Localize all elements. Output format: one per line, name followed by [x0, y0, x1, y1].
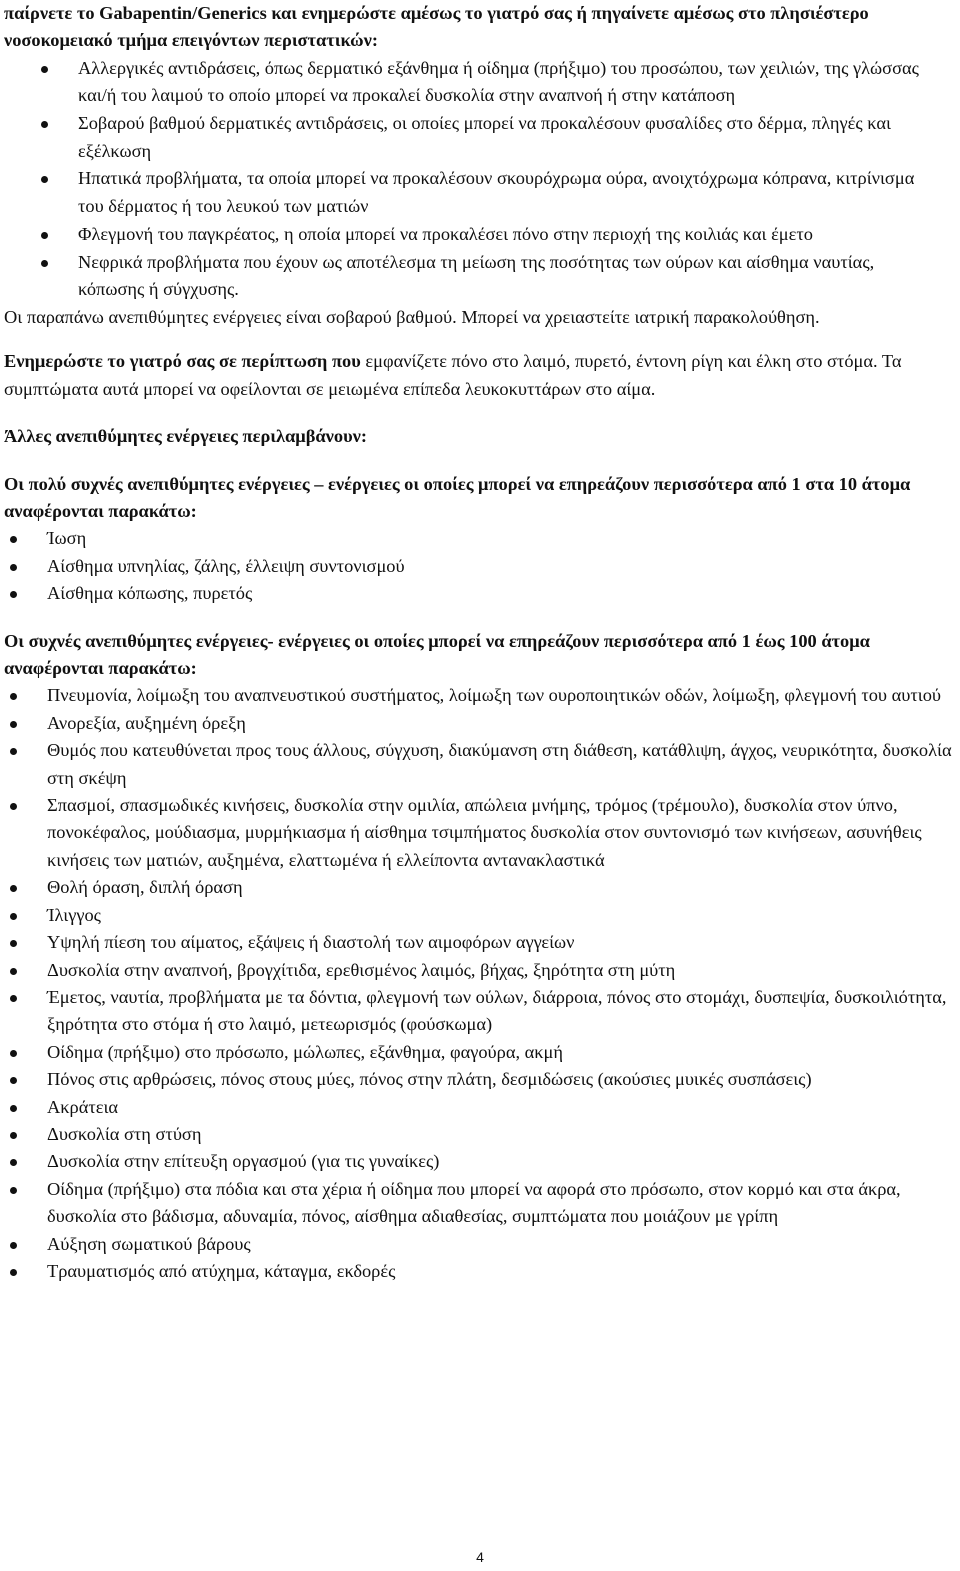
inform-doctor-text: εμφανίζετε πόνο στο λαιμό, πυρετό, έντονη ρίγη και έλκη στο στόμα. Τα συμπτώματα αυτά μπορεί να οφείλονται σε μειωμένα επίπεδα λευκοκυττάρων στο αίμα.: [4, 351, 902, 399]
list-item: Ηπατικά προβλήματα, τα οποία μπορεί να προκαλέσουν σκουρόχρωμα ούρα, ανοιχτόχρωμα κόπρανα, κιτρίνισμα του δέρματος ή του λευκού των ματιών: [0, 165, 960, 220]
list-item: Αίσθημα κόπωσης, πυρετός: [0, 580, 960, 607]
list-item: Ακράτεια: [0, 1094, 960, 1121]
list-item: Θυμός που κατευθύνεται προς τους άλλους, σύγχυση, διακύμανση στη διάθεση, κατάθλιψη, άγχος, νευρικότητα, δυσκολία στη σκέψη: [0, 737, 960, 792]
list-item: Οίδημα (πρήξιμο) στα πόδια και στα χέρια ή οίδημα που μπορεί να αφορά στο πρόσωπο, στον κορμό και στα άκρα, δυσκολία στο βάδισμα, αδυναμία, πόνος, αίσθημα αδιαθεσίας, συμπτώματα που μοιάζουν με γρίπη: [0, 1176, 960, 1231]
list-item: Σοβαρού βαθμού δερματικές αντιδράσεις, οι οποίες μπορεί να προκαλέσουν φυσαλίδες στο δέρμα, πληγές και εξέλκωση: [0, 110, 960, 165]
very-common-list: [0, 525, 960, 607]
list-item: Πνευμονία, λοίμωξη του αναπνευστικού συστήματος, λοίμωξη των ουροποιητικών οδών, λοίμωξη, φλεγμονή του αυτιού: [0, 682, 960, 709]
inform-doctor-lead: Ενημερώστε το γιατρό σας σε περίπτωση που: [4, 351, 361, 372]
list-item: Αλλεργικές αντιδράσεις, όπως δερματικό εξάνθημα ή οίδημα (πρήξιμο) του προσώπου, των χειλιών, της γλώσσας και/ή του λαιμού το οποίο μπορεί να προκαλεί δυσκολία στην αναπνοή ή στην κατάποση: [0, 55, 960, 110]
inform-doctor-paragraph: [0, 348, 960, 403]
page-number: 4: [476, 1549, 484, 1565]
list-item: Έμετος, ναυτία, προβλήματα με τα δόντια, φλεγμονή των ούλων, διάρροια, πόνος στο στομάχι, δυσπεψία, δυσκοιλιότητα, ξηρότητα στο στόμα ή στο λαιμό, μετεωρισμός (φούσκωμα): [0, 984, 960, 1039]
list-item: Αύξηση σωματικού βάρους: [0, 1231, 960, 1258]
list-item: Οίδημα (πρήξιμο) στο πρόσωπο, μώλωπες, εξάνθημα, φαγούρα, ακμή: [0, 1039, 960, 1066]
list-item: Θολή όραση, διπλή όραση: [0, 874, 960, 901]
list-item: Τραυματισμός από ατύχημα, κάταγμα, εκδορές: [0, 1258, 960, 1285]
common-heading: Οι συχνές ανεπιθύμητες ενέργειες- ενέργειες οι οποίες μπορεί να επηρεάζουν περισσότερα από 1 έως 100 άτομα αναφέρονται παρακάτω:: [4, 630, 870, 679]
intro-paragraph: παίρνετε το Gabapentin/Generics και ενημερώστε αμέσως το γιατρό σας ή πηγαίνετε αμέσως στο πλησιέστερο νοσοκομειακό τμήμα επειγόντων περιστατικών:: [4, 3, 869, 51]
list-item: Δυσκολία στην αναπνοή, βρογχίτιδα, ερεθισμένος λαιμός, βήχας, ξηρότητα στη μύτη: [0, 957, 960, 984]
other-effects-heading: Άλλες ανεπιθύμητες ενέργειες περιλαμβάνουν:: [4, 426, 367, 447]
very-common-heading: Οι πολύ συχνές ανεπιθύμητες ενέργειες – ενέργειες οι οποίες μπορεί να επηρεάζουν περισσότερα από 1 στα 10 άτομα αναφέρονται παρακάτω:: [4, 473, 911, 521]
list-item: Υψηλή πίεση του αίματος, εξάψεις ή διαστολή των αιμοφόρων αγγείων: [0, 929, 960, 956]
list-item: Ανορεξία, αυξημένη όρεξη: [0, 710, 960, 737]
list-item: Δυσκολία στην επίτευξη οργασμού (για τις γυναίκες): [0, 1148, 960, 1175]
list-item: Πόνος στις αρθρώσεις, πόνος στους μύες, πόνος στην πλάτη, δεσμιδώσεις (ακούσιες μυικές συσπάσεις): [0, 1066, 960, 1093]
serious-note: Οι παραπάνω ανεπιθύμητες ενέργειες είναι σοβαρού βαθμού. Μπορεί να χρειαστείτε ιατρική παρακολούθηση.: [4, 306, 820, 327]
list-item: Ίωση: [0, 525, 960, 552]
common-list: [0, 682, 960, 1285]
list-item: Δυσκολία στη στύση: [0, 1121, 960, 1148]
list-item: Ίλιγγος: [0, 902, 960, 929]
list-item: Νεφρικά προβλήματα που έχουν ως αποτέλεσμα τη μείωση της ποσότητας των ούρων και αίσθημα ναυτίας, κόπωσης ή σύγχυσης.: [0, 249, 960, 304]
list-item: Σπασμοί, σπασμωδικές κινήσεις, δυσκολία στην ομιλία, απώλεια μνήμης, τρόμος (τρέμουλο), δυσκολία στον ύπνο, πονοκέφαλος, μούδιασμα, μυρμήκιασμα ή αίσθημα τσιμπήματος δυσκολία στον συντονισμό των κινήσεων, ασυνήθεις κινήσεις των ματιών, αυξημένα, ελαττωμένα ή ελλείποντα αντανακλαστικά: [0, 792, 960, 874]
list-item: Αίσθημα υπνηλίας, ζάλης, έλλειψη συντονισμού: [0, 553, 960, 580]
list-item: Φλεγμονή του παγκρέατος, η οποία μπορεί να προκαλέσει πόνο στην περιοχή της κοιλιάς και έμετο: [0, 221, 960, 248]
serious-effects-list: [0, 55, 960, 304]
